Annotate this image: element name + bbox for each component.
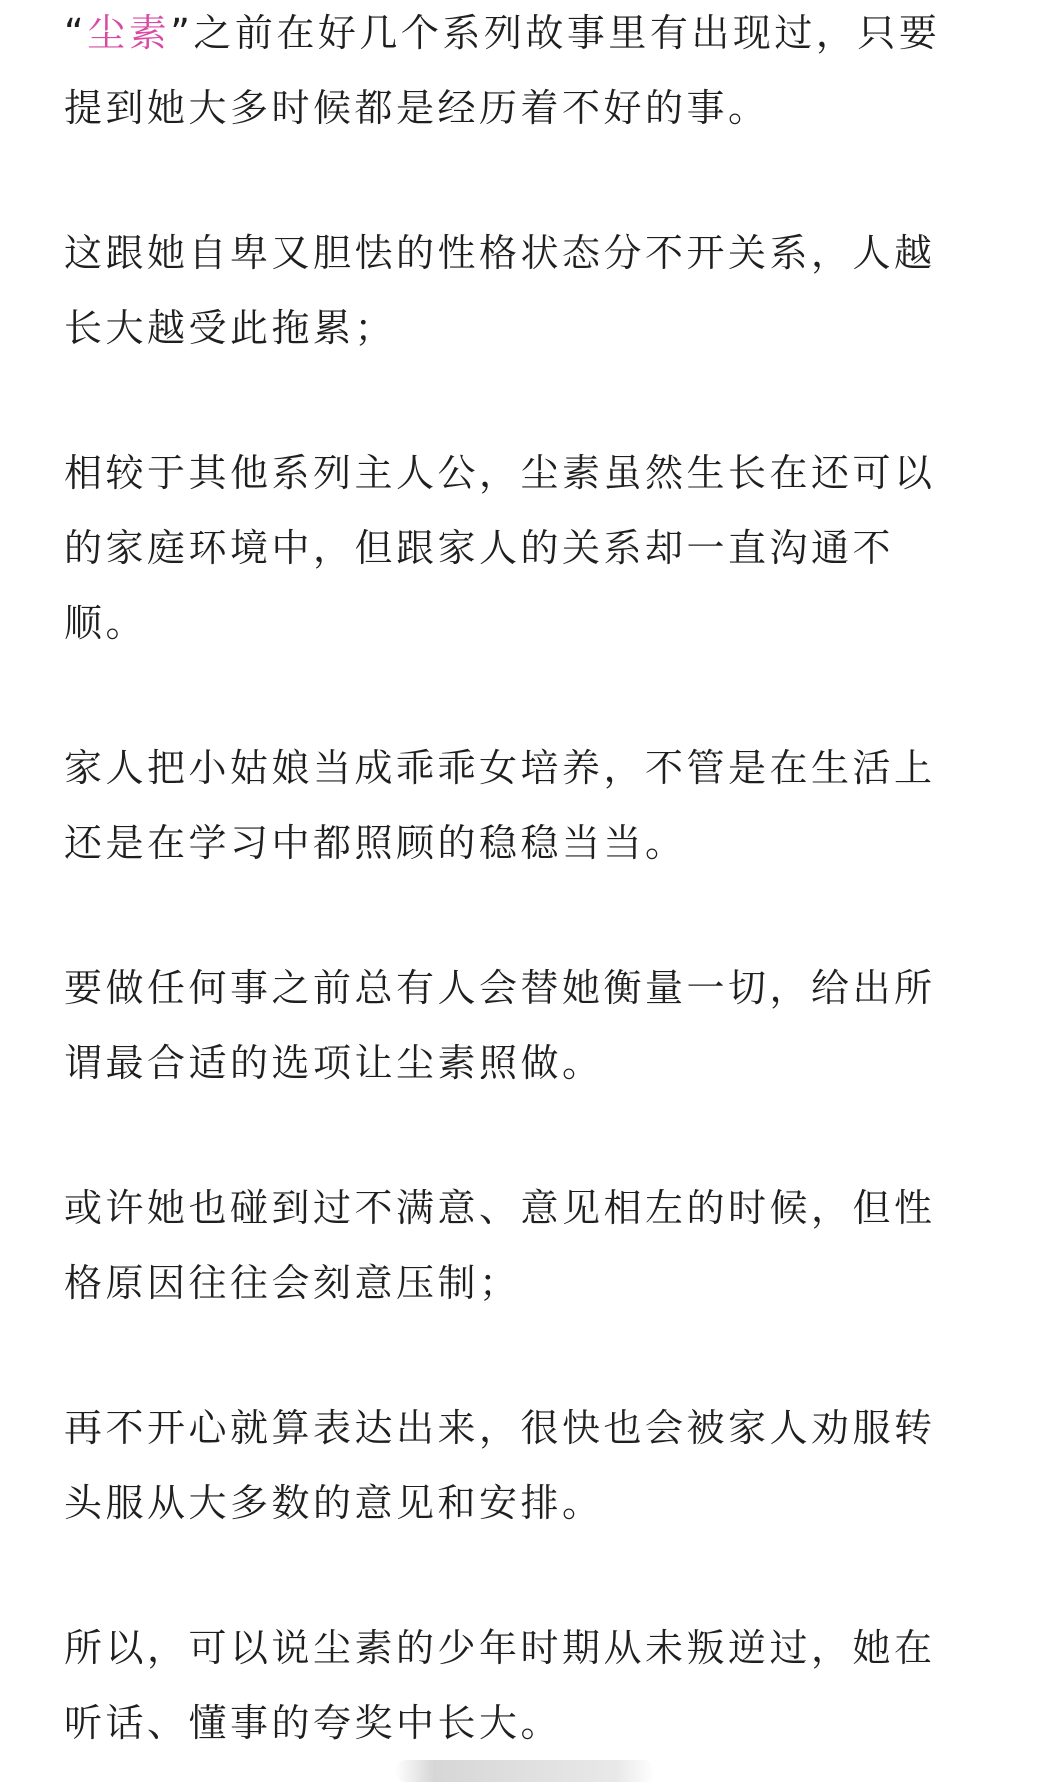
article-body [64,0,964,1761]
paragraph-gap [64,881,964,951]
paragraph-gap [64,661,964,731]
close-quote: ” [170,11,194,55]
paragraph-gap [64,146,964,216]
paragraph-1-text: 之前在好几个系列故事里有出现过，只要提到她大多时候都是经历着不好的事。 [64,11,941,130]
paragraph-3: 相较于其他系列主人公，尘素虽然生长在还可以的家庭环境中，但跟家人的关系却一直沟通不顺。 [64,451,936,645]
paragraph-gap [64,1541,964,1611]
highlighted-name: 尘素 [87,11,171,55]
paragraph-4: 家人把小姑娘当成乖乖女培养，不管是在生活上还是在学习中都照顾的稳稳当当。 [64,746,936,865]
paragraph-gap [64,366,964,436]
paragraph-8: 所以，可以说尘素的少年时期从未叛逆过，她在听话、懂事的夸奖中长大。 [64,1626,936,1745]
paragraph-1 [64,0,964,146]
paragraph-2: 这跟她自卑又胆怯的性格状态分不开关系，人越长大越受此拖累； [64,231,936,350]
paragraph-7: 再不开心就算表达出来，很快也会被家人劝服转头服从大多数的意见和安排。 [64,1406,936,1525]
paragraph-gap [64,1101,964,1171]
paragraph-6: 或许她也碰到过不满意、意见相左的时候，但性格原因往往会刻意压制； [64,1186,936,1305]
paragraph-gap [64,1321,964,1391]
watermark [395,1760,655,1782]
open-quote: “ [64,11,88,55]
paragraph-5: 要做任何事之前总有人会替她衡量一切，给出所谓最合适的选项让尘素照做。 [64,966,936,1085]
